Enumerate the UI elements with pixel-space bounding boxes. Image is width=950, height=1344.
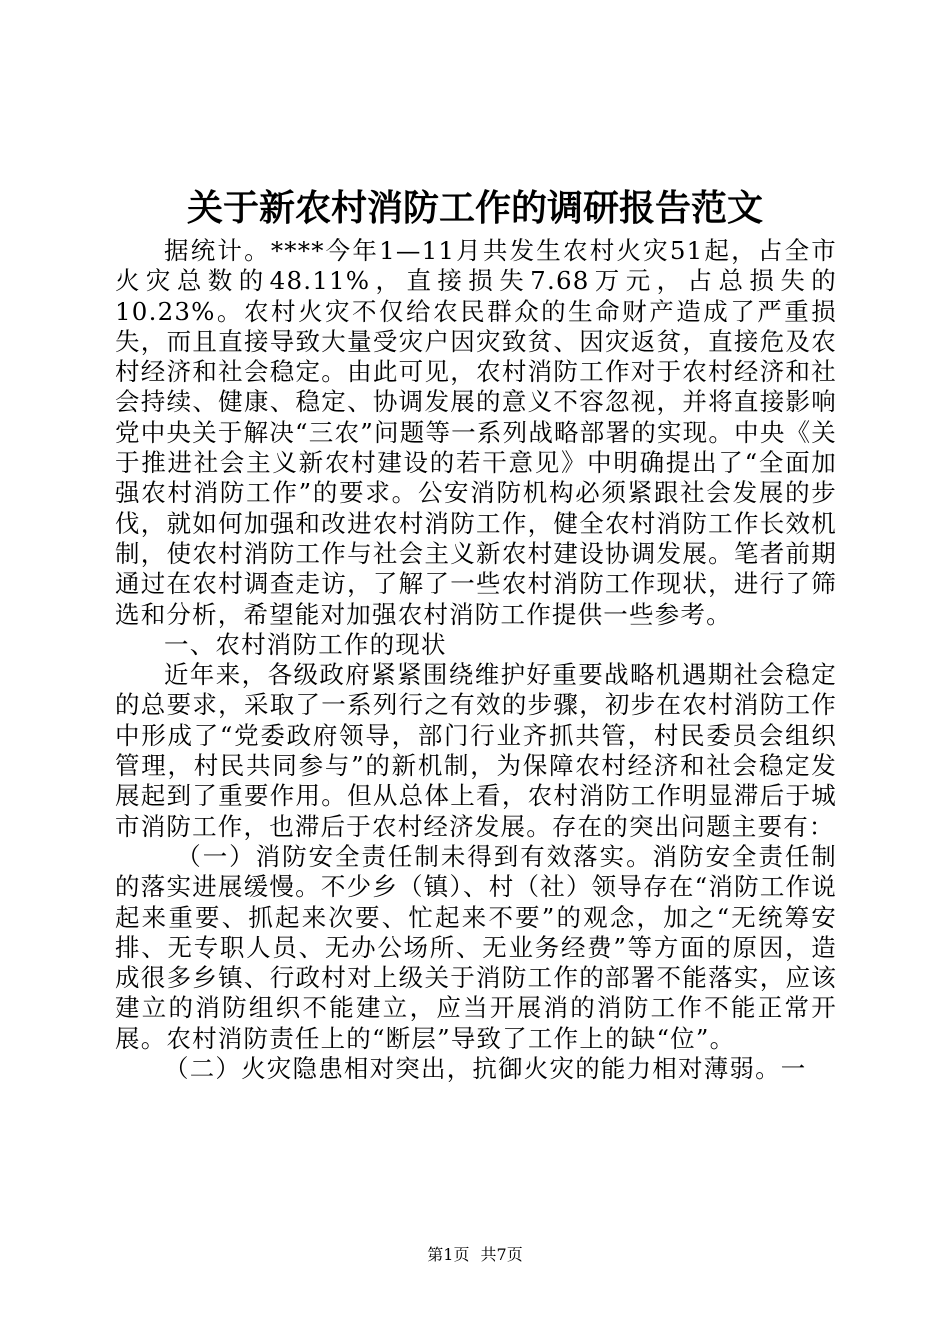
page-number-total: 共7页 [480,1245,523,1264]
page-footer [0,1244,950,1266]
document-title: 关于新农村消防工作的调研报告范文 [186,187,763,229]
paragraph-statistics: 据统计。****今年1—11月共发生农村火灾51起，占全市火灾总数的48.11%，直接损失7.68万元，占总损失的10.23%。农村火灾不仅给农民群众的生命财产造成了严重损失，而且直接导致大量受灾户因灾致贫、因灾返贫，直接危及农村经济和社会稳定。由此可见，农村消防工作对于农村经济和社会持续、健康、稳定、协调发展的意义不容忽视，并将直接影响党中央关于解决“三农”问题等一系列战略部署的实现。中央《关于推进社会主义新农村建设的若干意见》中明确提出了“全面加强农村消防工作”的要求。公安消防机构必须紧跟社会发展的步伐，就如何加强和改进农村消防工作，健全农村消防工作长效机制，使农村消防工作与社会主义新农村建设协调发展。笔者前期通过在农村调查走访，了解了一些农村消防工作现状，进行了筛选和分析，希望能对加强农村消防工作提供一些参考。 [115,236,837,629]
section-heading-current-status: 一、农村消防工作的现状 [164,629,447,659]
paragraph-responsibility-system: （一）消防安全责任制未得到有效落实。消防安全责任制的落实进展缓慢。不少乡（镇）、村（社）领导存在“消防工作说起来重要、抓起来次要、忙起来不要”的观念，加之“无统筹安排、无专职人员、无办公场所、无业务经费”等方面的原因，造成很多乡镇、行政村对上级关于消防工作的部署不能落实，应该建立的消防组织不能建立，应当开展消的消防工作不能正常开展。农村消防责任上的“断层”导致了工作上的缺“位”。 [115,841,837,1053]
paragraph-current-status: 近年来，各级政府紧紧围绕维护好重要战略机遇期社会稳定的总要求，采取了一系列行之有效的步骤，初步在农村消防工作中形成了“党委政府领导，部门行业齐抓共管，村民委员会组织管理，村民共同参与”的新机制，为保障农村经济和社会稳定发展起到了重要作用。但从总体上看，农村消防工作明显滞后于城市消防工作，也滞后于农村经济发展。存在的突出问题主要有： [115,660,837,841]
paragraph-fire-hazards: （二）火灾隐患相对突出，抗御火灾的能力相对薄弱。一 [164,1054,807,1084]
page-number-current: 第1页 [427,1245,470,1264]
document-body [115,236,837,1084]
